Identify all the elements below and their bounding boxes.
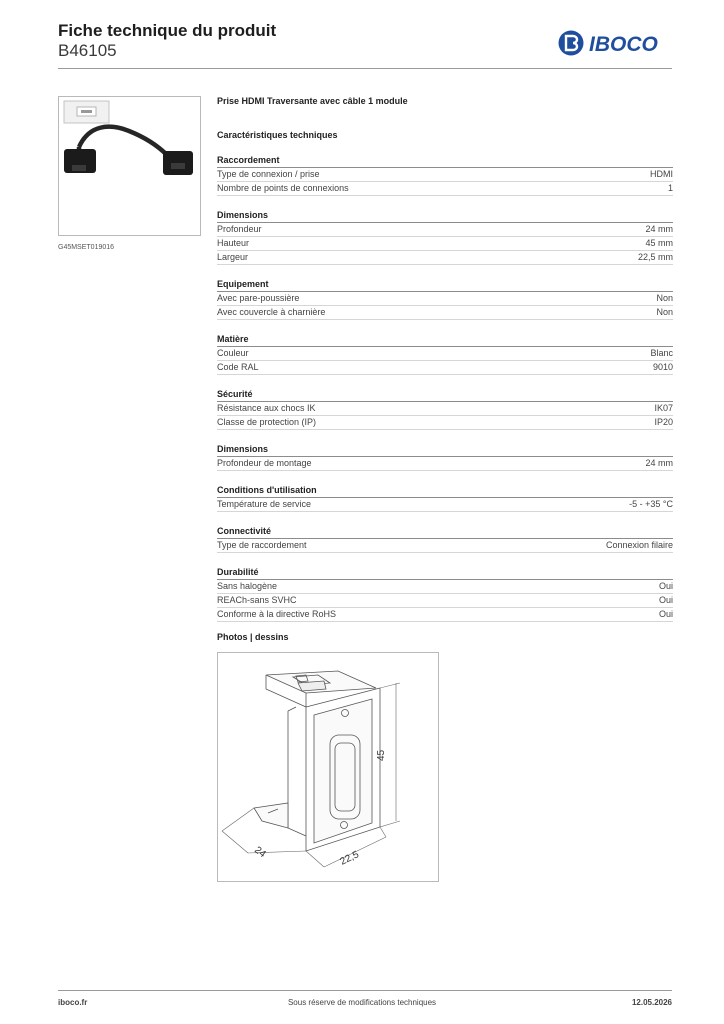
specs-heading: Caractéristiques techniques	[217, 130, 338, 140]
module-drawing	[218, 653, 438, 881]
spec-label: Hauteur	[217, 238, 250, 248]
spec-row	[217, 306, 673, 320]
spec-value: Non	[656, 307, 673, 317]
spec-row	[217, 223, 673, 237]
spec-group	[217, 208, 673, 265]
photo-caption: G45MSET019016	[58, 244, 115, 251]
spec-value: 45 mm	[645, 238, 673, 248]
spec-value: IK07	[654, 403, 673, 413]
spec-row	[217, 457, 673, 471]
spec-label: Type de raccordement	[217, 540, 307, 550]
spec-row	[217, 416, 673, 430]
dimension-height: 45	[376, 749, 387, 761]
dimension-width: 22,5	[338, 849, 361, 868]
spec-groups	[217, 153, 673, 622]
spec-value: Oui	[658, 581, 673, 591]
spec-value: HDMI	[650, 169, 673, 179]
spec-group	[217, 387, 673, 430]
spec-row	[217, 347, 673, 361]
spec-value: Oui	[658, 595, 673, 605]
spec-value: 22,5 mm	[637, 252, 673, 262]
dimension-depth: 24	[252, 844, 268, 861]
spec-label: Largeur	[217, 252, 249, 262]
spec-group-title: Conditions d'utilisation	[217, 483, 673, 498]
spec-label: Avec couvercle à charnière	[217, 307, 326, 317]
spec-label: Profondeur	[217, 224, 262, 234]
spec-group-title: Equipement	[217, 277, 673, 292]
spec-group	[217, 442, 673, 471]
page-title: Fiche technique du produit	[58, 21, 277, 40]
spec-value: Oui	[658, 609, 673, 619]
spec-value: 9010	[652, 362, 673, 372]
spec-group-title: Dimensions	[217, 442, 673, 457]
header-divider	[58, 68, 672, 69]
product-reference: B46105	[58, 41, 117, 60]
spec-label: Code RAL	[217, 362, 259, 372]
product-photo	[58, 96, 201, 236]
spec-row	[217, 292, 673, 306]
product-name: Prise HDMI Traversante avec câble 1 module	[217, 96, 408, 106]
spec-row	[217, 251, 673, 265]
technical-drawing	[217, 652, 439, 882]
spec-label: Avec pare-poussière	[217, 293, 300, 303]
spec-group-title: Dimensions	[217, 208, 673, 223]
spec-group-title: Matière	[217, 332, 673, 347]
spec-value: 1	[667, 183, 673, 193]
spec-row	[217, 182, 673, 196]
spec-row	[217, 361, 673, 375]
photos-title: Photos | dessins	[217, 632, 289, 642]
spec-group	[217, 524, 673, 553]
spec-sheet	[217, 94, 673, 622]
spec-label: Température de service	[217, 499, 312, 509]
brand-logo	[557, 28, 673, 58]
spec-row	[217, 237, 673, 251]
spec-label: Conforme à la directive RoHS	[217, 609, 337, 619]
spec-row	[217, 608, 673, 622]
page-header	[58, 20, 276, 61]
spec-group-title: Connectivité	[217, 524, 673, 539]
spec-label: Couleur	[217, 348, 249, 358]
spec-row	[217, 402, 673, 416]
footer-website[interactable]: iboco.fr	[58, 998, 88, 1007]
spec-value: 24 mm	[645, 224, 673, 234]
footer-disclaimer: Sous réserve de modifications techniques	[287, 998, 437, 1007]
spec-group-title: Durabilité	[217, 565, 673, 580]
spec-group-title: Sécurité	[217, 387, 673, 402]
spec-value: -5 - +35 °C	[629, 499, 673, 509]
spec-value: Non	[656, 293, 673, 303]
spec-label: Nombre de points de connexions	[217, 183, 349, 193]
spec-row	[217, 168, 673, 182]
spec-value: 24 mm	[645, 458, 673, 468]
footer-date: 12.05.2026	[631, 998, 672, 1007]
spec-row	[217, 498, 673, 512]
footer-divider	[58, 990, 672, 991]
spec-group-title: Raccordement	[217, 153, 673, 168]
spec-value: Connexion filaire	[605, 540, 673, 550]
spec-label: Classe de protection (IP)	[217, 417, 317, 427]
spec-group	[217, 153, 673, 196]
spec-value: Blanc	[650, 348, 673, 358]
spec-group	[217, 483, 673, 512]
spec-group	[217, 565, 673, 622]
logo-wordmark: IBOCO	[589, 33, 658, 56]
spec-group	[217, 277, 673, 320]
spec-label: Résistance aux chocs IK	[217, 403, 316, 413]
spec-label: Type de connexion / prise	[217, 169, 320, 179]
spec-row	[217, 539, 673, 553]
spec-value: IP20	[654, 417, 673, 427]
spec-label: Sans halogène	[217, 581, 278, 591]
spec-group	[217, 332, 673, 375]
spec-row	[217, 594, 673, 608]
spec-label: REACh-sans SVHC	[217, 595, 297, 605]
spec-row	[217, 580, 673, 594]
spec-label: Profondeur de montage	[217, 458, 312, 468]
hdmi-cable-image	[59, 97, 200, 235]
